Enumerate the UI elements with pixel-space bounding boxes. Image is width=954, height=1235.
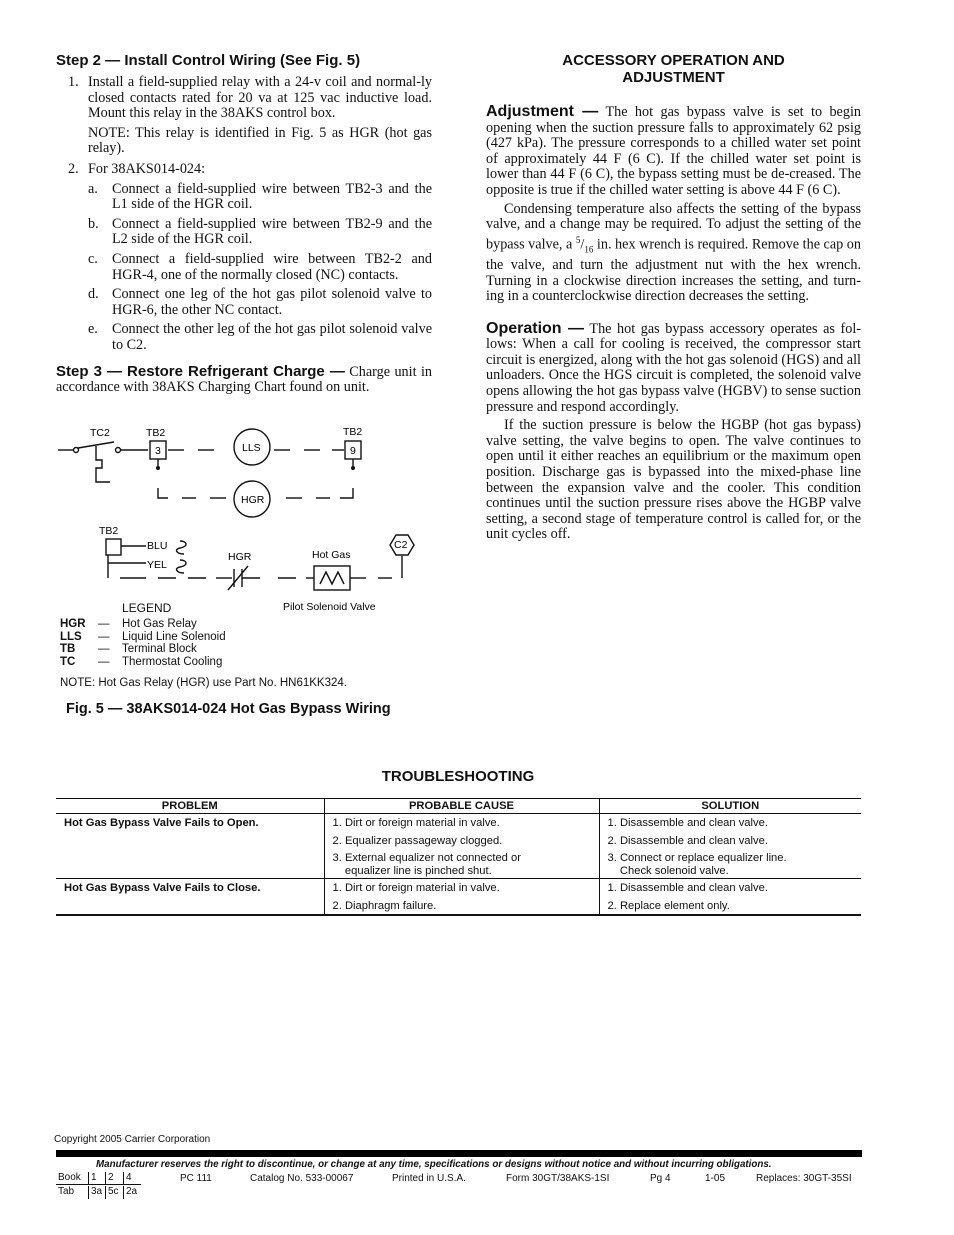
solution-cell: 1. Disassemble and clean valve. <box>599 814 861 831</box>
pc-number: PC 111 <box>180 1173 212 1184</box>
legend-title: LEGEND <box>122 601 172 615</box>
legend-row-tb <box>60 643 226 656</box>
subitem-d <box>88 287 432 318</box>
subitem-letter: e. <box>88 321 98 338</box>
subitem-text: Connect one leg of the hot gas pilot solenoid valve to HGR-6, the other NC contact. <box>112 286 432 318</box>
book-value: 1 <box>88 1172 105 1184</box>
hgr-contact-label: HGR <box>228 551 252 563</box>
step3-text: Charge unit in accordance with 38AKS Charging Chart found on unit. <box>56 363 432 396</box>
book-value: 2 <box>105 1172 123 1184</box>
table-row <box>56 814 861 831</box>
tab-value: 5c <box>105 1186 123 1199</box>
blu-wire-coil <box>177 541 186 554</box>
troubleshooting-table <box>56 798 861 916</box>
tab-row <box>56 1186 141 1199</box>
tc2-label: TC2 <box>90 427 110 439</box>
book-tab-grid <box>56 1172 141 1199</box>
tb2-label-left: TB2 <box>146 427 166 439</box>
figure-caption: Fig. 5 — 38AKS014-024 Hot Gas Bypass Wiring <box>66 701 391 717</box>
legend-desc: Thermostat Cooling <box>122 655 223 668</box>
wiring-diagram <box>56 420 432 620</box>
tc2-contact-right <box>116 448 121 453</box>
legend-dash: — <box>98 618 110 630</box>
cause-cell: 2. Equalizer passageway clogged. <box>324 831 599 849</box>
table-row <box>56 879 861 896</box>
tab-value: 2a <box>123 1186 141 1199</box>
fraction-denominator: 16 <box>584 244 594 255</box>
col-header-solution: SOLUTION <box>599 799 861 814</box>
page-number: Pg 4 <box>650 1173 671 1184</box>
legend-dash: — <box>98 643 110 656</box>
subitem-letter: c. <box>88 250 98 267</box>
table-header-row <box>56 799 861 814</box>
terminal-3-dot <box>156 466 160 470</box>
book-value: 4 <box>123 1172 141 1184</box>
tb2-terminal-2 <box>106 539 121 555</box>
legend-dash: — <box>98 655 110 668</box>
tab-value: 3a <box>88 1186 105 1199</box>
relay-note: NOTE: This relay is identified in Fig. 5 as HGR (hot gas relay). <box>88 124 432 157</box>
accessory-heading-line2: ADJUSTMENT <box>622 69 725 86</box>
legend-key: LLS <box>60 630 82 643</box>
item-number: 1. <box>68 74 79 90</box>
solution-cell: 2. Replace element only. <box>599 896 861 916</box>
solution-cell: 1. Disassemble and clean valve. <box>599 879 861 896</box>
terminal-9-dot <box>351 466 355 470</box>
solution-cell: 2. Disassemble and clean valve. <box>599 831 861 849</box>
left-column <box>56 52 432 396</box>
subitem-text: Connect a field-supplied wire between TB2-3 and the L1 side of the HGR coil. <box>112 180 432 213</box>
hot-gas-label: Hot Gas <box>312 549 351 561</box>
item-text: For 38AKS014-024: <box>88 160 206 177</box>
operation-paragraph <box>486 321 861 416</box>
cause-cell: 1. Dirt or foreign material in valve. <box>324 814 599 831</box>
subitem-letter: b. <box>88 215 99 232</box>
subitem-letter: d. <box>88 286 99 303</box>
problem-cell: Hot Gas Bypass Valve Fails to Open. <box>64 817 259 829</box>
adjustment-text-a: Condensing temperature also affects the setting of the bypass valve, and a change may be required. To adjust the setting of the bypass valve, a <box>486 200 861 253</box>
operation-paragraph-2: If the suction pressure is below the HGBP (hot gas bypass) valve setting, the valve begins to open. The valve continues to open until it either reaches an equilibrium or the maximum open position. Discharge gas is bypassed into the mixed-phase line between the expansion valve and the cooler. This condition continues until the suction pressure rises above the HGBP valve setting, a second stage of temperature control is called for, or the unit cycles off. <box>486 417 861 543</box>
legend-desc: Liquid Line Solenoid <box>122 630 226 643</box>
col-header-cause: PROBABLE CAUSE <box>324 799 599 814</box>
fraction-numerator: 5 <box>575 234 581 245</box>
step3-paragraph <box>56 364 432 396</box>
legend-row-tc <box>60 656 226 669</box>
footer-rule <box>56 1150 862 1157</box>
right-column <box>486 52 861 543</box>
disclaimer: Manufacturer reserves the right to discontinue, or change at any time, specifications or designs without notice and without incurring obligations. <box>96 1159 772 1170</box>
subitem-c <box>88 252 432 283</box>
troubleshooting-heading: TROUBLESHOOTING <box>381 768 535 785</box>
adjustment-paragraph <box>486 104 861 199</box>
legend-key: TC <box>60 655 76 668</box>
legend-key: TB <box>60 643 76 656</box>
subitem-a <box>88 182 432 213</box>
lls-label: LLS <box>242 442 261 454</box>
pilot-solenoid-valve <box>314 566 350 590</box>
tb2-label-right: TB2 <box>343 426 363 438</box>
step2-item-2 <box>56 162 432 178</box>
legend <box>60 618 226 668</box>
terminal-9-label: 9 <box>350 445 356 457</box>
cause-cell: 3. External equalizer not connected or equalizer line is pinched shut. <box>324 848 599 879</box>
item-text: Install a field-supplied relay with a 24-v coil and normal-ly closed contacts rated for 20 va at 125 vac inductive load. Mount this relay in the 38AKS control box. <box>88 74 432 122</box>
subitem-letter: a. <box>88 180 98 197</box>
blu-label: BLU <box>147 540 168 552</box>
legend-row-hgr <box>60 618 226 631</box>
subitem-b <box>88 217 432 248</box>
legend-dash: — <box>98 630 110 643</box>
adjustment-text: The hot gas bypass valve is set to begin opening when the suction pressure falls to approximately 62 psig (427 kPa). The pressure corresponds to a chilled water set point of approximately 44 F (6 C). If the chilled water set point is lower than 44 F (6 C), the bypass setting must be de-creased. The opposite is true if the chilled water setting is above 44 F (6 C). <box>486 104 861 198</box>
c2-label: C2 <box>394 539 408 551</box>
form-number: Form 30GT/38AKS-1SI <box>506 1173 610 1184</box>
cause-cell: 2. Diaphragm failure. <box>324 896 599 916</box>
operation-heading: Operation — <box>486 319 585 337</box>
col-header-problem: PROBLEM <box>56 799 324 814</box>
pilot-valve-label: Pilot Solenoid Valve <box>283 601 376 613</box>
adjustment-heading: Adjustment — <box>486 103 599 120</box>
hgr-coil-label: HGR <box>241 494 265 506</box>
cause-cell: 1. Dirt or foreign material in valve. <box>324 879 599 896</box>
solenoid-symbol <box>320 572 344 584</box>
copyright: Copyright 2005 Carrier Corporation <box>54 1134 211 1145</box>
date-code: 1-05 <box>705 1173 726 1184</box>
adjustment-paragraph-2: Condensing temperature also affects the setting of the bypass valve, and a change may be required. To adjust the setting of the bypass valve, a $^5/_{16}$ in. hex wrench is required. Remove the cap on the valve, and turn the adjustment nut with the hex wrench. Turning in a clockwise direction increases the setting, and turn-ing in a counterclockwise direction decreases the setting. <box>486 200 861 305</box>
operation-text: The hot gas bypass accessory operates as fol-lows: When a call for cooling is received, the compressor start circuit is energized, along with the hot gas solenoid (HGS) and all unloaders. Once the HGS circuit is completed, the solenoid valve opens allowing the hot gas bypass valve (HGBV) to sense suction pressure and respond accordingly. <box>486 320 861 415</box>
legend-key: HGR <box>60 618 86 630</box>
item-number: 2. <box>68 160 79 177</box>
tc2-bulb <box>96 446 110 482</box>
replaces: Replaces: 30GT-35SI <box>756 1173 852 1184</box>
yel-wire-coil <box>177 560 186 573</box>
problem-cell: Hot Gas Bypass Valve Fails to Close. <box>64 882 261 894</box>
printed-in: Printed in U.S.A. <box>392 1173 466 1184</box>
book-row <box>56 1172 141 1185</box>
subitem-text: Connect a field-supplied wire between TB2-9 and the L2 side of the HGR coil. <box>112 215 432 248</box>
step2-item-1 <box>56 75 432 122</box>
figure-note: NOTE: Hot Gas Relay (HGR) use Part No. HN61KK324. <box>60 677 347 689</box>
adjustment-text-b: in. hex wrench is required. Remove the cap on the valve, and turn the adjustment nut with the hex wrench. Turning in a clockwise direction increases the setting, and turn-ing in a counterclockwise direction decreases the setting. <box>486 236 861 305</box>
legend-desc: Terminal Block <box>122 643 197 656</box>
tb2-label-lower: TB2 <box>99 525 119 537</box>
yel-label: YEL <box>147 559 167 571</box>
subitem-text: Connect a field-supplied wire between TB2-2 and HGR-4, one of the normally closed (NC) contacts. <box>112 250 432 283</box>
legend-row-lls <box>60 631 226 644</box>
subitem-text: Connect the other leg of the hot gas pilot solenoid valve to C2. <box>112 321 432 353</box>
tc2-contact-left <box>74 448 79 453</box>
subitem-e <box>88 322 432 353</box>
terminal-3-label: 3 <box>155 445 161 457</box>
tab-label: Tab <box>58 1186 75 1197</box>
step3-heading: Step 3 — Restore Refrigerant Charge — <box>56 362 345 380</box>
legend-desc: Hot Gas Relay <box>122 618 197 630</box>
accessory-heading <box>486 52 861 86</box>
solution-cell: 3. Connect or replace equalizer line. Check solenoid valve. <box>599 848 861 879</box>
book-label: Book <box>58 1172 81 1183</box>
catalog-number: Catalog No. 533-00067 <box>250 1173 354 1184</box>
step2-heading: Step 2 — Install Control Wiring (See Fig. 5) <box>56 52 361 69</box>
accessory-heading-line1: ACCESSORY OPERATION AND <box>562 52 785 69</box>
